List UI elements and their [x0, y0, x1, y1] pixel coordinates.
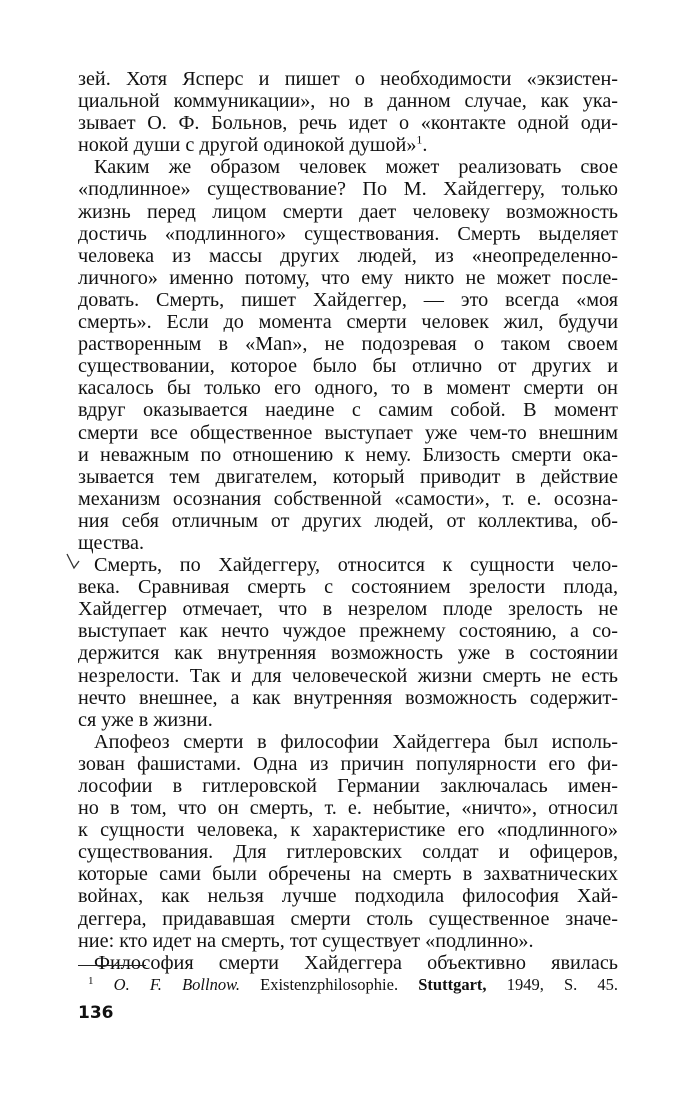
text-line: лософии в гитлеровской Германии заключалась имен- — [78, 775, 618, 797]
footnote-title: Existenzphilosophie. — [260, 975, 399, 994]
text-line: циальной коммуникации», но в данном случае, как ука- — [78, 90, 618, 113]
text-line: существования. Для гитлеровских солдат и офицеров, — [78, 841, 618, 864]
text-line: Хайдеггер отмечает, что в незрелом плоде зрелость не — [78, 598, 618, 621]
text-line: смерть». Если до момента смерти человек жил, будучи — [78, 311, 618, 334]
page-body — [78, 68, 618, 974]
text-line: «подлинное» существование? По М. Хайдеггеру, только — [78, 178, 618, 201]
text-line: которые сами были обречены на смерть в захватнических — [78, 863, 618, 886]
text-line: войнах, как нельзя лучше подходила философия Хай- — [78, 885, 618, 908]
footnote-reference[interactable]: 1 — [416, 132, 423, 147]
text-line: Философия смерти Хайдеггера объективно явилась — [94, 951, 618, 974]
text-line: существовании, которое было бы отлично от других и — [78, 355, 618, 378]
paragraph — [78, 554, 618, 731]
text-line: зей. Хотя Ясперс и пишет о необходимости «экзистен- — [78, 68, 618, 90]
text-line: довать. Смерть, пишет Хайдеггер, — это всегда «моя — [78, 288, 618, 311]
text-line: незрелости. Так и для человеческой жизни смерть не есть — [78, 664, 618, 687]
text-line: нечто внешнее, а как внутренняя возможность содержит- — [78, 686, 618, 709]
text-line: деггера, придававшая смерти столь существенное значе- — [78, 907, 618, 930]
footnote — [78, 975, 618, 995]
text-line: зывает О. Ф. Больнов, речь идет о «контакте одной оди- — [78, 112, 618, 135]
text-line: зывается тем двигателем, который приводит в действие — [78, 465, 618, 488]
text-line: растворенным в «Man», не подозревая о таком своем — [78, 333, 618, 356]
footnote-place: Stuttgart, — [418, 975, 487, 994]
text-line: щества. — [78, 531, 145, 554]
text-line: выступает как нечто чуждое прежнему состоянию, а со- — [78, 620, 618, 643]
text-line: Каким же образом человек может реализовать свое — [94, 156, 618, 179]
text-line: но в том, что он смерть, т. е. небытие, «ничто», относил — [78, 797, 618, 820]
text-line: ся уже в жизни. — [78, 708, 213, 731]
text-line: жизнь перед лицом смерти дает человеку возможность — [78, 200, 618, 223]
text-line: механизм осознания собственной «самости», т. е. осозна- — [78, 487, 618, 510]
text-line: века. Сравнивая смерть с состоянием зрелости плода, — [78, 576, 618, 599]
footnote-divider — [78, 965, 146, 966]
text-line: и неважным по отношению к нему. Близость смерти ока- — [78, 443, 618, 466]
paragraph — [78, 731, 618, 952]
text-line: человека из массы других людей, из «неопределенно- — [78, 244, 618, 267]
text-line: ния себя отличным от других людей, от коллектива, об- — [78, 509, 618, 532]
text-line: Смерть, по Хайдеггеру, относится к сущности чело- — [94, 554, 618, 577]
text-line: Апофеоз смерти в философии Хайдеггера был исполь- — [94, 730, 618, 753]
text-line: вдруг оказывается наедине с самим собой. В момент — [78, 399, 618, 422]
text-line: нокой души с другой одинокой душой»$^1$. — [78, 132, 428, 157]
footnote-year-page: 1949, S. 45. — [506, 975, 619, 994]
paragraph — [78, 68, 618, 156]
paragraph — [78, 156, 618, 554]
text-line: касалось бы только его одного, то в момент смерти он — [78, 377, 618, 400]
text-line: держится как внутренняя возможность уже в состоянии — [78, 642, 618, 665]
footnote-author: O. F. Bollnow. — [113, 975, 240, 994]
text-line: достичь «подлинного» существования. Смерть выделяет — [78, 222, 618, 245]
text-line: смерти все общественное выступает уже чем-то внешним — [78, 421, 618, 444]
text-line: зован фашистами. Одна из причин популярности его фи- — [78, 752, 618, 775]
text-line: личного» именно потому, что ему никто не может после- — [78, 266, 618, 289]
footnote-mark: 1 — [88, 974, 94, 987]
text-line: к сущности человека, к характеристике его «подлинного» — [78, 819, 618, 842]
paragraph — [78, 952, 618, 974]
text-line: ние: кто идет на смерть, тот существует «подлинно». — [78, 929, 534, 952]
page-number: 136 — [78, 1003, 114, 1023]
